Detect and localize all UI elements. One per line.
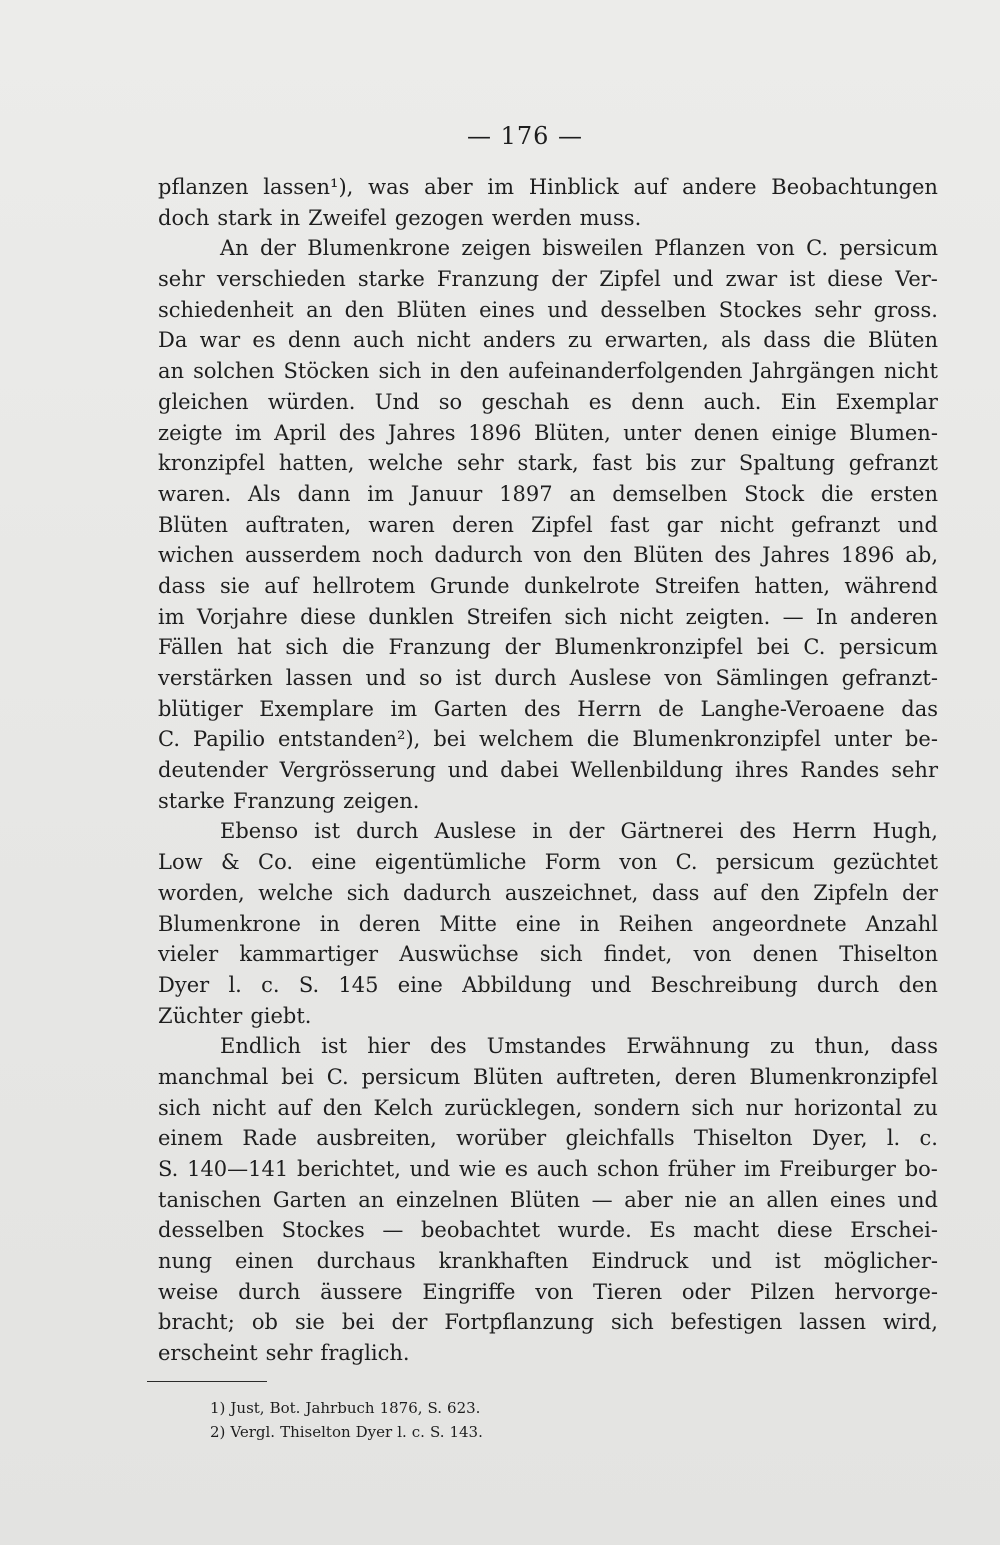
text-line: Fällen hat sich die Franzung der Blumenkronzipfel bei C. persicum	[158, 635, 938, 660]
body-text	[158, 172, 938, 1369]
text-line: verstärken lassen und so ist durch Auslese von Sämlingen gefranzt-	[158, 666, 938, 690]
text-line: schiedenheit an den Blüten eines und desselben Stockes sehr gross.	[158, 297, 938, 322]
text-line: sehr verschieden starke Franzung der Zipfel und zwar ist diese Ver-	[158, 267, 938, 292]
text-line: doch stark in Zweifel gezogen werden muss.	[158, 205, 642, 230]
text-line: An der Blumenkrone zeigen bisweilen Pflanzen von C. persicum	[220, 236, 938, 261]
text-line: sich nicht auf den Kelch zurücklegen, sondern sich nur horizontal zu	[158, 1095, 938, 1120]
text-line: worden, welche sich dadurch auszeichnet, dass auf den Zipfeln der	[158, 880, 938, 905]
footnote: 1) Just, Bot. Jahrbuch 1876, S. 623.	[210, 1399, 481, 1417]
text-line: Da war es denn auch nicht anders zu erwarten, als dass die Blüten	[158, 328, 938, 353]
text-line: Dyer l. c. S. 145 eine Abbildung und Beschreibung durch den	[158, 972, 938, 997]
text-line: kronzipfel hatten, welche sehr stark, fast bis zur Spaltung gefranzt	[158, 451, 938, 476]
text-line: C. Papilio entstanden²), bei welchem die Blumenkronzipfel unter be-	[158, 727, 938, 752]
text-line: zeigte im April des Jahres 1896 Blüten, unter denen einige Blumen-	[158, 420, 938, 445]
text-line: deutender Vergrösserung und dabei Wellenbildung ihres Randes sehr	[158, 758, 938, 783]
text-line: starke Franzung zeigen.	[158, 788, 420, 813]
text-line: gleichen würden. Und so geschah es denn auch. Ein Exemplar	[158, 389, 938, 414]
text-line: tanischen Garten an einzelnen Blüten — aber nie an allen eines und	[158, 1187, 938, 1212]
text-line: vieler kammartiger Auswüchse sich findet, von denen Thiselton	[158, 942, 938, 967]
text-line: waren. Als dann im Januur 1897 an demselben Stock die ersten	[158, 481, 938, 506]
text-line: an solchen Stöcken sich in den aufeinanderfolgenden Jahrgängen nicht	[158, 359, 938, 384]
text-line: Endlich ist hier des Umstandes Erwähnung zu thun, dass	[220, 1034, 938, 1059]
text-line: Ebenso ist durch Auslese in der Gärtnerei des Herrn Hugh,	[220, 819, 938, 844]
text-line: einem Rade ausbreiten, worüber gleichfalls Thiselton Dyer, l. c.	[158, 1126, 938, 1151]
text-line: erscheint sehr fraglich.	[158, 1341, 410, 1366]
text-line: nung einen durchaus krankhaften Eindruck und ist möglicher-	[158, 1249, 938, 1274]
text-line: Blüten auftraten, waren deren Zipfel fast gar nicht gefranzt und	[158, 512, 938, 537]
text-line: desselben Stockes — beobachtet wurde. Es macht diese Erschei-	[158, 1218, 938, 1243]
text-line: S. 140—141 berichtet, und wie es auch schon früher im Freiburger bo-	[158, 1157, 938, 1181]
text-line: wichen ausserdem noch dadurch von den Blüten des Jahres 1896 ab,	[158, 543, 938, 568]
text-line: manchmal bei C. persicum Blüten auftreten, deren Blumenkronzipfel	[158, 1064, 938, 1089]
text-line: pflanzen lassen¹), was aber im Hinblick auf andere Beobachtungen	[158, 175, 938, 199]
footnotes	[210, 1396, 810, 1444]
text-line: blütiger Exemplare im Garten des Herrn de Langhe-Veroaene das	[158, 696, 938, 721]
text-line: Low & Co. eine eigentümliche Form von C. persicum gezüchtet	[158, 850, 938, 875]
text-line: bracht; ob sie bei der Fortpflanzung sich befestigen lassen wird,	[158, 1310, 938, 1335]
page-number: — 176 —	[466, 122, 584, 150]
text-line: dass sie auf hellrotem Grunde dunkelrote Streifen hatten, während	[158, 573, 938, 598]
text-line: Blumenkrone in deren Mitte eine in Reihen angeordnete Anzahl	[158, 911, 938, 936]
footnote-divider	[147, 1381, 267, 1382]
text-line: weise durch äussere Eingriffe von Tieren oder Pilzen hervorge-	[158, 1279, 938, 1304]
text-line: im Vorjahre diese dunklen Streifen sich nicht zeigten. — In anderen	[158, 604, 938, 629]
footnote: 2) Vergl. Thiselton Dyer l. c. S. 143.	[210, 1423, 483, 1441]
text-line: Züchter giebt.	[158, 1003, 312, 1028]
